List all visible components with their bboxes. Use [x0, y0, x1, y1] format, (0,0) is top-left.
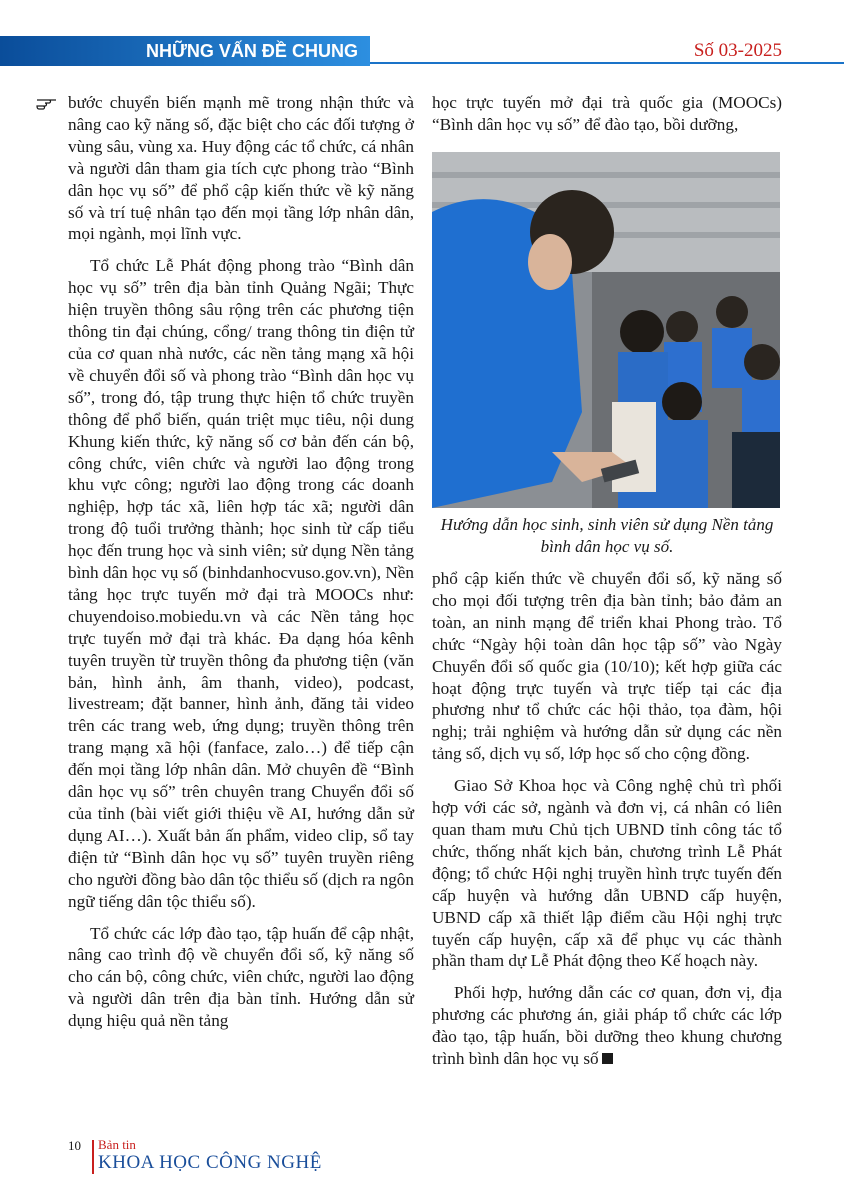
- paragraph: bước chuyển biến mạnh mẽ trong nhận thức và nâng cao kỹ năng số, đặc biệt cho các đối tượng ở vùng sâu, vùng xa. Huy động các tổ chức, cá nhân và người dân tham gia tích cực phong trào “Bình dân học vụ số” để phổ cập kiến thức về kỹ năng số và trí tuệ nhân tạo đến mọi tầng lớp nhân dân, mọi ngành, mọi lĩnh vực.: [68, 93, 414, 244]
- paragraph: Giao Sở Khoa học và Công nghệ chủ trì phối hợp với các sở, ngành và đơn vị, cá nhân có liên quan tham mưu Chủ tịch UBND tỉnh công tác tổ chức, thống nhất kịch bản, chương trình Lễ Phát động; tổ chức Hội nghị truyền hình trực tuyến đến cấp huyện và hướng dẫn UBND cấp huyện, UBND cấp xã thiết lập điểm cầu Hội nghị trực tuyến cấp huyện, cấp xã để phục vụ các thành phần tham dự Lễ Phát động theo Kế hoạch này.: [432, 776, 782, 971]
- pointing-hand-icon: [36, 95, 58, 111]
- paragraph: Tổ chức Lễ Phát động phong trào “Bình dân học vụ số” trên địa bàn tỉnh Quảng Ngãi; Thực hiện truyền thông sâu rộng trên các phương tiện thông tin đại chúng, cổng/ trang thông tin điện tử của cơ quan nhà nước, các nền tảng mạng xã hội về chuyển đổi số và phong trào “Bình dân học vụ số”, trong đó, tập trung thực hiện tổ chức truyền thông để phổ biến, quán triệt mục tiêu, nội dung Khung kiến thức, kỹ năng số cơ bản đến cán bộ, công chức, viên chức và người lao động trong khu vực công; người lao động trong các doanh nghiệp, hợp tác xã, liên hợp tác xã; người dân trong độ tuổi trưởng thành; học sinh từ cấp tiểu học đến trung học và sinh viên; sử dụng Nền tảng bình dân học vụ số (binhdanhocvuso.gov.vn), Nền tảng học trực tuyến mở đại trà MOOCs như: chuyendoiso.mobiedu.vn và các Nền tảng học trực tuyến mở đại trà khác. Đa dạng hóa kênh tuyên truyền từ truyền thông đa phương tiện (văn bản, hình ảnh, âm thanh, video), podcast, livestream; đặt banner, hình ảnh, đăng tải video trên các trang web, ứng dụng; truyền thông trên trang mạng xã hội (fanface, zalo…) để tiếp cận đến mọi tầng lớp nhân dân. Mở chuyên đề “Bình dân học vụ số” trên chuyên trang Chuyển đổi số của tỉnh (bài viết giới thiệu về AI, hướng dẫn sử dụng AI…). Xuất bản ấn phẩm, video clip, sổ tay điện tử “Bình dân học vụ số” tuyên truyền riêng cho người đồng bào dân tộc thiểu số (dịch ra ngôn ngữ tiếng dân tộc thiểu số).: [68, 256, 414, 911]
- issue-number: Số 03-2025: [693, 40, 782, 61]
- footer-divider: [92, 1140, 94, 1174]
- right-column-bottom: [432, 568, 782, 1080]
- right-column-top: [432, 92, 782, 146]
- paragraph: học trực tuyến mở đại trà quốc gia (MOOCs) “Bình dân học vụ số” để đào tạo, bồi dưỡng,: [432, 93, 782, 134]
- footer-label-small: Bản tin: [98, 1137, 136, 1152]
- left-column: [68, 92, 414, 1042]
- article-photo: [432, 152, 780, 508]
- section-title: NHỮNG VẤN ĐỀ CHUNG: [146, 41, 358, 61]
- header-divider: [370, 62, 844, 64]
- paragraph: [432, 982, 782, 1070]
- photo-students-icon: [432, 152, 780, 508]
- footer-publication-name: KHOA HỌC CÔNG NGHỆ: [98, 1152, 322, 1173]
- page-number: 10: [68, 1138, 81, 1153]
- paragraph-text: Phối hợp, hướng dẫn các cơ quan, đơn vị, địa phương các phương án, giải pháp tổ chức các lớp đào tạo, tập huấn, bồi dưỡng theo khung chương trình bình dân học vụ số: [432, 983, 782, 1069]
- paragraph: Tổ chức các lớp đào tạo, tập huấn để cập nhật, nâng cao trình độ về chuyển đổi số, kỹ năng số cho cán bộ, công chức, viên chức, người lao động và người dân trên địa bàn tỉnh. Hướng dẫn sử dụng hiệu quả nền tảng: [68, 923, 414, 1031]
- end-of-article-icon: [602, 1053, 613, 1064]
- paragraph: phổ cập kiến thức về chuyển đổi số, kỹ năng số cho mọi đối tượng trên địa bàn tỉnh; bảo đảm an toàn, an ninh mạng để triển khai Phong trào. Tổ chức “Ngày hội toàn dân học tập số” vào Ngày Chuyển đổi số quốc gia (10/10); kết hợp giữa các hoạt động trực tuyến và trực tiếp tại các địa phương như tổ chức các hội thảo, tọa đàm, hội nghị; trải nghiệm và hướng dẫn sử dụng các nền tảng số, dịch vụ số, lớp học số cho cộng đồng.: [432, 569, 782, 764]
- photo-caption: Hướng dẫn học sinh, sinh viên sử dụng Nền tảng bình dân học vụ số.: [440, 515, 774, 556]
